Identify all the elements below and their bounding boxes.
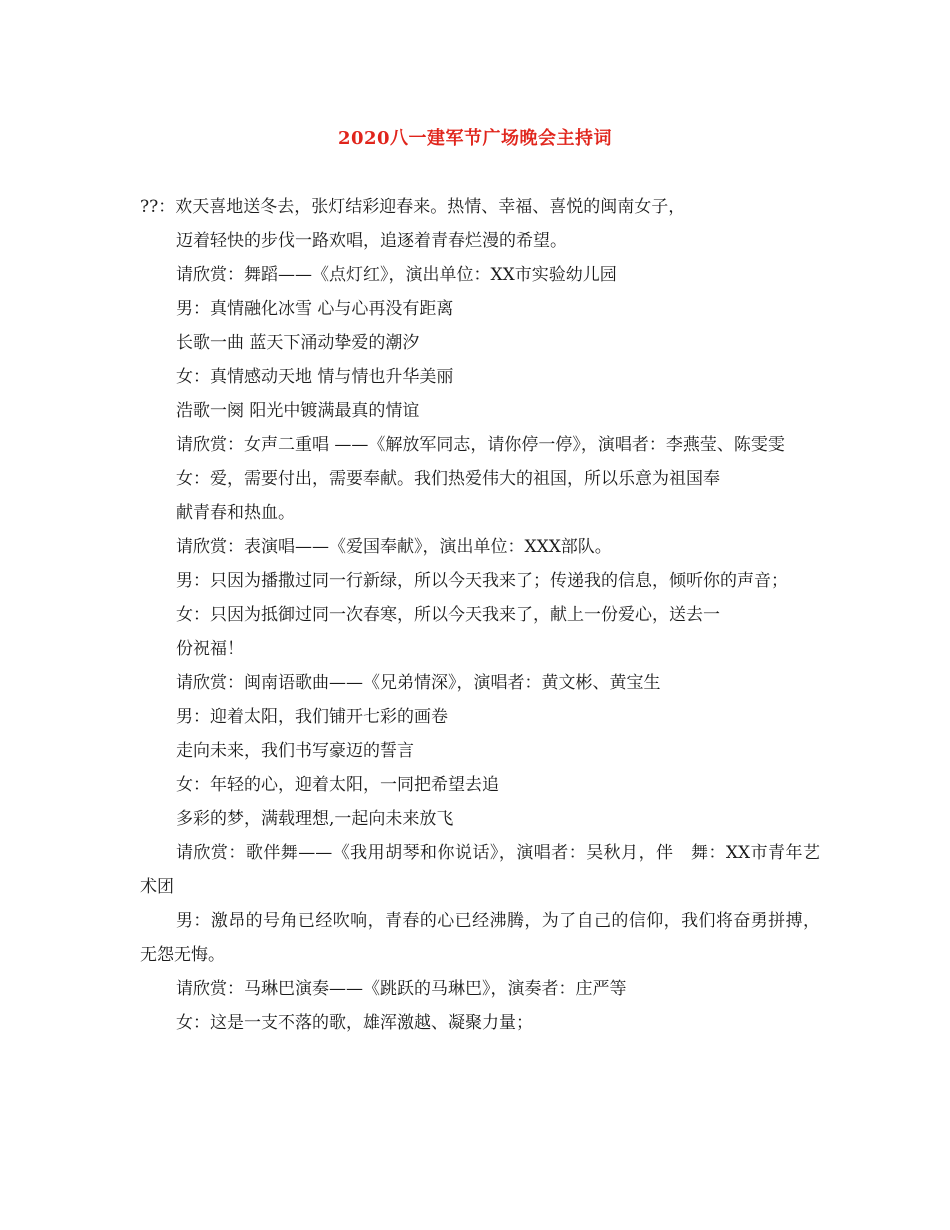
paragraph-10: 献青春和热血。 (176, 503, 295, 523)
paragraph-12: 男：只因为播撒过同一行新绿，所以今天我来了；传递我的信息，倾听你的声音； (176, 571, 788, 591)
paragraph-7: 浩歌一阕 阳光中镀满最真的情谊 (176, 401, 420, 421)
paragraph-21: 男：激昂的号角已经吹响，青春的心已经沸腾，为了自己的信仰，我们将奋勇拼搏，无怨无悔。 (140, 911, 820, 965)
paragraph-1: ??：欢天喜地送冬去，张灯结彩迎春来。热情、幸福、喜悦的闽南女子， (140, 197, 686, 217)
paragraph-20: 请欣赏：歌伴舞——《我用胡琴和你说话》，演唱者：吴秋月，伴 舞：XX市青年艺术团 (140, 843, 820, 897)
paragraph-2: 迈着轻快的步伐一路欢唱，追逐着青春烂漫的希望。 (176, 231, 567, 251)
paragraph-22: 请欣赏：马琳巴演奏——《跳跃的马琳巴》，演奏者：庄严等 (176, 979, 627, 999)
paragraph-3: 请欣赏：舞蹈——《点灯红》，演出单位：XX市实验幼儿园 (176, 265, 617, 285)
paragraph-11: 请欣赏：表演唱——《爱国奉献》，演出单位：XXX部队。 (176, 537, 612, 557)
paragraph-6: 女：真情感动天地 情与情也升华美丽 (176, 367, 454, 387)
paragraph-5: 长歌一曲 蓝天下涌动挚爱的潮汐 (176, 333, 420, 353)
document-body (140, 190, 820, 1040)
paragraph-16: 男：迎着太阳，我们铺开七彩的画卷 (176, 707, 448, 727)
document-title: 2020八一建军节广场晚会主持词 (337, 128, 613, 149)
paragraph-18: 女：年轻的心，迎着太阳，一同把希望去追 (176, 775, 499, 795)
paragraph-17: 走向未来，我们书写豪迈的誓言 (176, 741, 414, 761)
paragraph-15: 请欣赏：闽南语歌曲——《兄弟情深》，演唱者：黄文彬、黄宝生 (176, 673, 661, 693)
paragraph-9: 女：爱，需要付出，需要奉献。我们热爱伟大的祖国，所以乐意为祖国奉 (176, 469, 720, 489)
paragraph-19: 多彩的梦，满载理想,一起向未来放飞 (176, 809, 454, 829)
paragraph-8: 请欣赏：女声二重唱 ——《解放军同志，请你停一停》，演唱者：李燕莹、陈雯雯 (176, 435, 785, 455)
paragraph-13: 女：只因为抵御过同一次春寒，所以今天我来了，献上一份爱心，送去一 (176, 605, 720, 625)
paragraph-14: 份祝福！ (176, 639, 244, 659)
paragraph-23: 女：这是一支不落的歌，雄浑激越、凝聚力量； (176, 1013, 533, 1033)
paragraph-4: 男：真情融化冰雪 心与心再没有距离 (176, 299, 454, 319)
